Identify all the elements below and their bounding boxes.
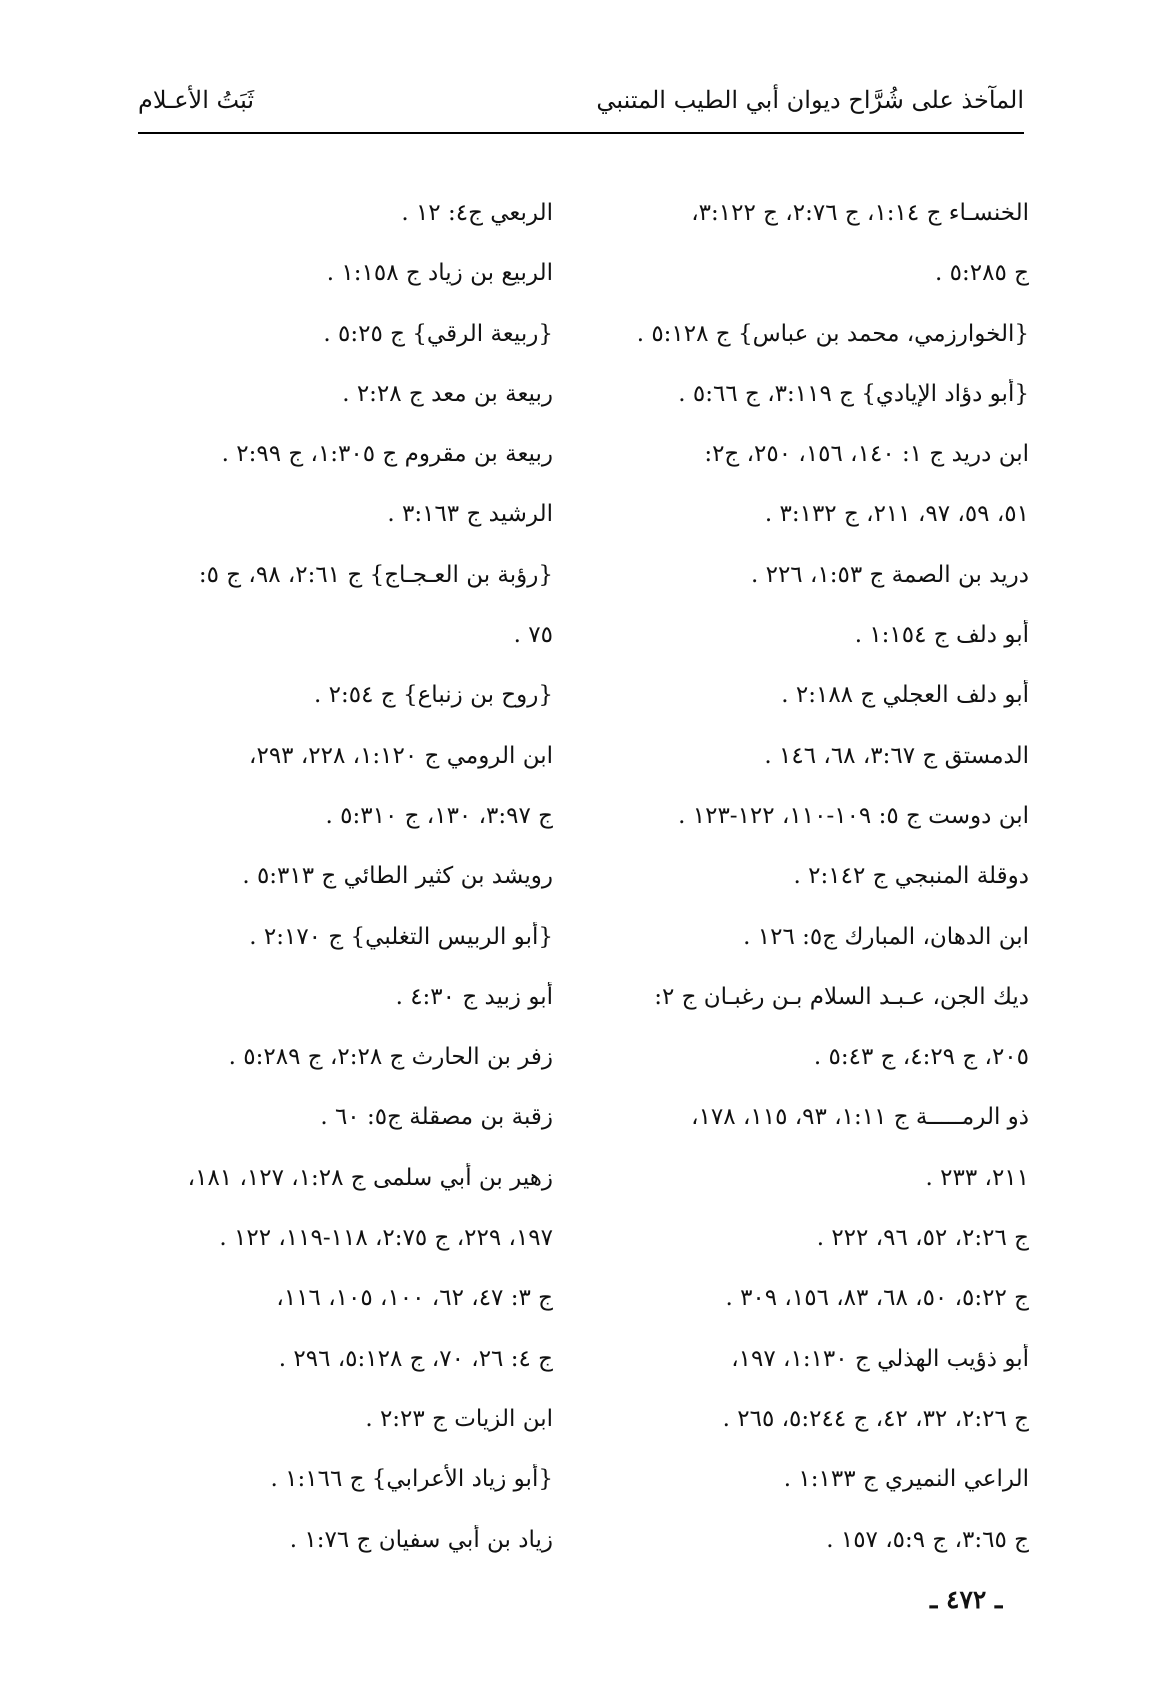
index-entry-line: الربيع بن زياد ج ١:١٥٨ . bbox=[326, 260, 553, 287]
index-entry-line: ديك الجن، عـبـد السلام بـن رغبـان ج ٢: bbox=[654, 983, 1029, 1010]
index-entry-line: زياد بن أبي سفيان ج ١:٧٦ . bbox=[289, 1526, 553, 1553]
index-entry-line: ج ٤: ٢٦، ٧٠، ج ٥:١٢٨، ٢٩٦ . bbox=[278, 1345, 553, 1372]
index-entry-line: ج ٥:٢٨٥ . bbox=[935, 260, 1029, 287]
index-entry-line: ابن دوست ج ٥: ١٠٩-١١٠، ١٢٢-١٢٣ . bbox=[678, 802, 1029, 829]
index-entry-line: ج ٢:٢٦، ٣٢، ٤٢، ج ٥:٢٤٤، ٢٦٥ . bbox=[722, 1405, 1029, 1432]
index-entry-line: الرشيد ج ٣:١٦٣ . bbox=[387, 501, 553, 528]
index-column-right bbox=[609, 198, 1029, 1585]
index-entry-line: ج ٣:٩٧، ١٣٠، ج ٥:٣١٠ . bbox=[325, 802, 553, 829]
index-entry-line: زقبة بن مصقلة ج٥: ٦٠ . bbox=[320, 1104, 553, 1131]
index-entry-line: {الخوارزمي، محمد بن عباس} ج ٥:١٢٨ . bbox=[636, 320, 1029, 347]
index-entry-line: أبو ذؤيب الهذلي ج ١:١٣٠، ١٩٧، bbox=[731, 1345, 1029, 1372]
index-entry-line: ابن الرومي ج ١:١٢٠، ٢٢٨، ٢٩٣، bbox=[249, 742, 553, 769]
index-entry-line: أبو زبيد ج ٤:٣٠ . bbox=[395, 983, 553, 1010]
index-entry-line: أبو دلف العجلي ج ٢:١٨٨ . bbox=[781, 682, 1029, 709]
index-entry-line: {روح بن زنباع} ج ٢:٥٤ . bbox=[314, 682, 553, 709]
index-entry-line: ابن الزيات ج ٢:٢٣ . bbox=[365, 1405, 553, 1432]
index-entry-line: ١٩٧، ٢٢٩، ج ٢:٧٥، ١١٨-١١٩، ١٢٢ . bbox=[219, 1225, 553, 1252]
index-entry-line: ابن الدهان، المبارك ج٥: ١٢٦ . bbox=[743, 923, 1029, 950]
index-entry-line: ٧٥ . bbox=[513, 622, 553, 649]
index-entry-line: {رؤبة بن العـجـاج} ج ٢:٦١، ٩٨، ج ٥: bbox=[198, 561, 553, 588]
index-entry-line: الخنسـاء ج ١:١٤، ج ٢:٧٦، ج ٣:١٢٢، bbox=[691, 200, 1029, 226]
index-entry-line: ٥١، ٥٩، ٩٧، ٢١١، ج ٣:١٣٢ . bbox=[764, 501, 1029, 528]
index-column-left bbox=[123, 198, 553, 1585]
index-entry-line: دوقلة المنبجي ج ٢:١٤٢ . bbox=[793, 863, 1029, 890]
index-entry-line: {ربيعة الرقي} ج ٥:٢٥ . bbox=[323, 320, 553, 347]
index-entry-line: ذو الرمـــــة ج ١:١١، ٩٣، ١١٥، ١٧٨، bbox=[691, 1104, 1029, 1131]
index-entry-line: {أبو الربيس التغلبي} ج ٢:١٧٠ . bbox=[249, 923, 553, 950]
index-entry-line: {أبو زياد الأعرابي} ج ١:١٦٦ . bbox=[270, 1466, 553, 1493]
index-entry-line: ربيعة بن معد ج ٢:٢٨ . bbox=[342, 380, 553, 407]
header-rule bbox=[138, 132, 1024, 134]
index-entry-line: {أبو دؤاد الإيادي} ج ٣:١١٩، ج ٥:٦٦ . bbox=[678, 380, 1029, 407]
running-header bbox=[138, 86, 1024, 126]
index-entry-line: الراعي النميري ج ١:١٣٣ . bbox=[783, 1466, 1029, 1493]
index-entry-line: ٢١١، ٢٣٣ . bbox=[925, 1164, 1029, 1191]
index-entry-line: أبو دلف ج ١:١٥٤ . bbox=[854, 622, 1029, 649]
index-entry-line: ٢٠٥، ج ٤:٢٩، ج ٥:٤٣ . bbox=[813, 1044, 1029, 1071]
book-title: المآخذ على شُرَّاح ديوان أبي الطيب المتنبي bbox=[596, 86, 1024, 114]
page-number: ـ ٤٧٢ ـ bbox=[930, 1585, 1003, 1614]
index-entry-line: ج ٢:٢٦، ٥٢، ٩٦، ٢٢٢ . bbox=[816, 1225, 1029, 1252]
index-entry-line: دريد بن الصمة ج ١:٥٣، ٢٢٦ . bbox=[750, 561, 1029, 588]
index-entry-line: رويشد بن كثير الطائي ج ٥:٣١٣ . bbox=[242, 863, 553, 890]
index-entry-line: ج ٣: ٤٧، ٦٢، ١٠٠، ١٠٥، ١١٦، bbox=[276, 1285, 553, 1312]
index-entry-line: ربيعة بن مقروم ج ١:٣٠٥، ج ٢:٩٩ . bbox=[221, 441, 553, 468]
section-title: ثَبَتُ الأعـلام bbox=[138, 86, 255, 114]
index-entry-line: ابن دريد ج ١: ١٤٠، ١٥٦، ٢٥٠، ج٢: bbox=[704, 441, 1029, 468]
index-entry-line: ج ٥:٢٢، ٥٠، ٦٨، ٨٣، ١٥٦، ٣٠٩ . bbox=[725, 1285, 1029, 1312]
index-entry-line: زفر بن الحارث ج ٢:٢٨، ج ٥:٢٨٩ . bbox=[228, 1044, 553, 1071]
index-entry-line: الربعي ج٤: ١٢ . bbox=[401, 200, 553, 226]
index-entry-line: زهير بن أبي سلمى ج ١:٢٨، ١٢٧، ١٨١، bbox=[187, 1164, 553, 1191]
index-entry-line: ج ٣:٦٥، ج ٥:٩، ١٥٧ . bbox=[826, 1526, 1029, 1553]
index-entry-line: الدمستق ج ٣:٦٧، ٦٨، ١٤٦ . bbox=[764, 742, 1029, 769]
